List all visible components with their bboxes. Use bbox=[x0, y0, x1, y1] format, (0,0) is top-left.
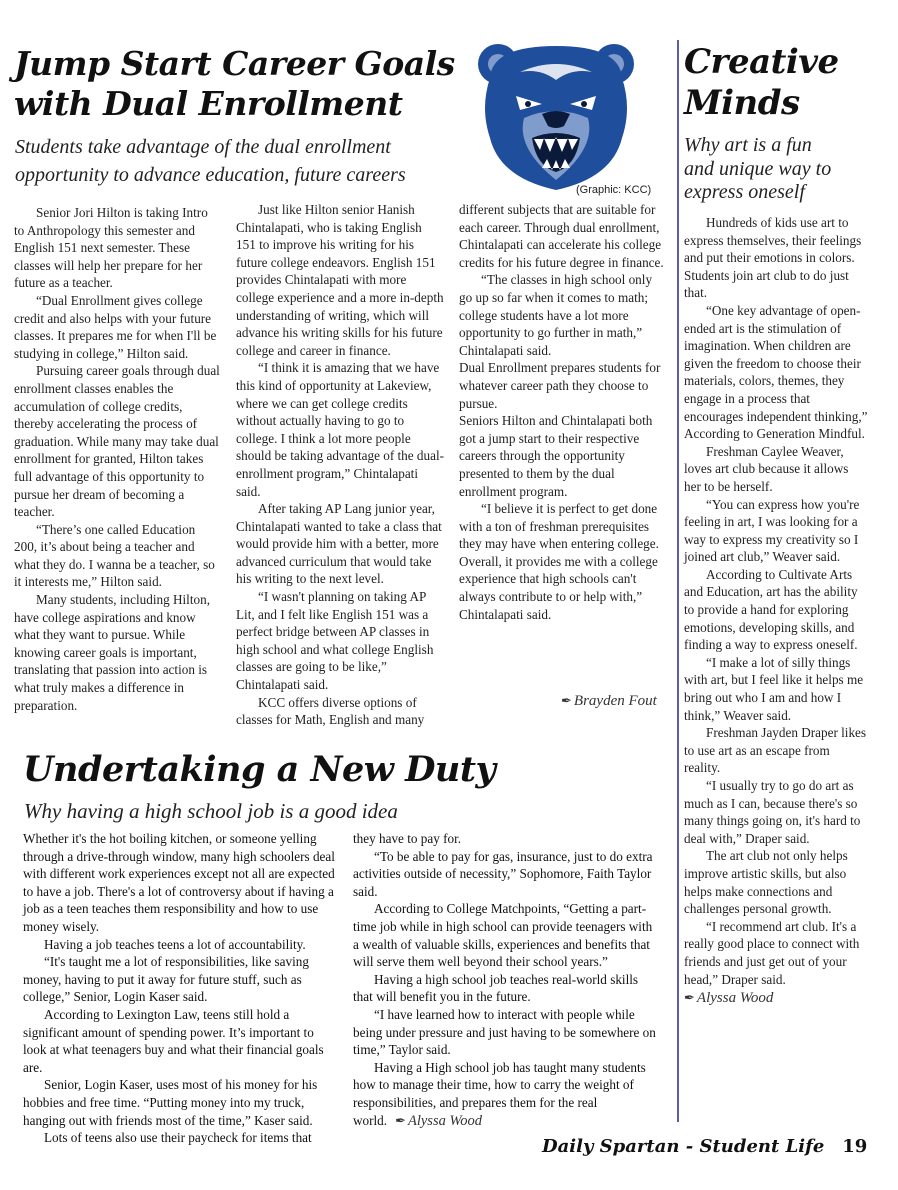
paragraph: After taking AP Lang junior year, Chintalapati wanted to take a class that would provide him with a better, more advanced curriculum that would take his writing to the next level. bbox=[236, 501, 442, 587]
byline-name: Alyssa Wood bbox=[696, 990, 774, 1007]
paragraph: KCC offers diverse options of classes for Math, English and many bbox=[236, 694, 425, 728]
page-number: 19 bbox=[842, 1136, 868, 1157]
paragraph: they have to pay for. bbox=[353, 831, 462, 846]
paragraph: “I think it is amazing that we have this kind of opportunity at Lakeview, where we can get college credits without actually having to go to college. I think a lot more people should be taking advantage of the dual-enrollment program,” Chintalapati said. bbox=[236, 360, 444, 499]
article3-column bbox=[684, 214, 868, 1008]
paragraph: According to Lexington Law, teens still hold a significant amount of spending power. It’s important to look at what teenagers buy and what their financial goals are. bbox=[23, 1006, 324, 1075]
article2-deck: Why having a high school job is a good idea bbox=[24, 799, 398, 823]
article1-deck-line1: Students take advantage of the dual enrollment bbox=[15, 136, 391, 158]
paragraph: Lots of teens also use their paycheck for items that bbox=[44, 1130, 312, 1146]
paragraph: “I believe it is perfect to get done with a ton of freshman prerequisites they may have when entering college. Overall, it provides me with a college experience that high schools can't always contribute to or help with,” Chintalapati said. bbox=[459, 501, 659, 622]
paragraph-text: Having a High school job has taught many students how to manage their time, how to carry the weight of responsibilities, and prepares them for the real world. bbox=[353, 1059, 646, 1128]
pen-nib-icon: ✒ bbox=[395, 1112, 406, 1128]
article1-headline-line1: Jump Start Career Goals bbox=[14, 44, 455, 83]
page-footer bbox=[542, 1136, 867, 1157]
paragraph: “The classes in high school only go up so far when it comes to math; college students have a lot more opportunity to go further in math,” Chintalapati said. bbox=[459, 272, 653, 358]
article1-headline bbox=[14, 44, 464, 124]
paragraph: “One key advantage of open-ended art is the stimulation of imagination. When children are given the freedom to choose their materials, colors, themes, they engage in a process that encourages independent thinking,” According to Generation Mindful. bbox=[684, 302, 868, 442]
byline-name: Alyssa Wood bbox=[407, 1112, 482, 1129]
article3-byline bbox=[684, 989, 868, 1008]
article3-deck-line1: Why art is a fun bbox=[684, 134, 812, 156]
paragraph: Senior Jori Hilton is taking Intro to Anthropology this semester and English 151 next semester. These classes will help her prepare for her future as a teacher. bbox=[14, 205, 208, 291]
pen-nib-icon: ✒ bbox=[684, 990, 695, 1006]
paragraph: Just like Hilton senior Hanish Chintalapati, who is taking English 151 to improve his writing for his future college endeavors. English 151 provides Chintalapati with more college experience and a more in-depth understanding of writing, which will advance his writing skills for his future college and career in finance. bbox=[236, 202, 444, 358]
article2-column-1 bbox=[23, 830, 335, 1147]
article1-column-3 bbox=[459, 201, 667, 623]
article3-deck-line2: and unique way to bbox=[684, 157, 832, 180]
paragraph: Having a high school job teaches real-world skills that will benefit you in the future. bbox=[353, 971, 639, 1005]
paragraph bbox=[353, 1059, 660, 1130]
article3-deck-line3: express oneself bbox=[684, 181, 805, 203]
paragraph: Whether it's the hot boiling kitchen, or someone yelling through a drive-through window, many high schoolers deal with different work experiences except not all are expected to have a job. There's a lot of controversy about if having a job as a teen teaches them responsibility and how to use money wisely. bbox=[23, 831, 335, 934]
paragraph: Many students, including Hilton, have college aspirations and know what they want to pursue. While knowing career goals is important, translating that passion into action is what truly makes a difference in preparation. bbox=[14, 592, 210, 713]
paragraph: “To be able to pay for gas, insurance, just to do extra activities outside of necessity,” Sophomore, Faith Taylor said. bbox=[353, 848, 653, 899]
article3-headline-line1: Creative bbox=[684, 42, 839, 82]
bear-logo-graphic bbox=[472, 38, 640, 198]
article2-byline bbox=[395, 1113, 482, 1129]
article1-column-1 bbox=[14, 204, 220, 714]
paragraph: According to College Matchpoints, “Getting a part-time job while in high school can provide teenagers with a wealth of valuable skills, experiences and benefits that will serve them well beyond their school years.” bbox=[353, 901, 653, 970]
paragraph: Dual Enrollment prepares students for whatever career path they choose to pursue. bbox=[459, 360, 661, 411]
article3-headline bbox=[684, 42, 884, 124]
paragraph: “I usually try to go do art as much as I can, because there's so many things going on, it's hard to deal with,” Draper said. bbox=[684, 778, 861, 846]
paragraph: Hundreds of kids use art to express themselves, their feelings and put their emotions in colors. Students join art club to do just that. bbox=[684, 215, 862, 301]
paragraph: Seniors Hilton and Chintalapati both got a jump start to their respective careers through the opportunity presented to them by the dual enrollment program. bbox=[459, 413, 653, 499]
paragraph: Freshman Caylee Weaver, loves art club because it allows her to be herself. bbox=[684, 443, 849, 494]
paragraph: “Dual Enrollment gives college credit and also helps with your future classes. It prepares me for when I'll be studying in college,” Hilton said. bbox=[14, 292, 217, 361]
paragraph: “I have learned how to interact with people while being under pressure and just having to be somewhere on time,” Taylor said. bbox=[353, 1006, 656, 1058]
paragraph: Freshman Jayden Draper likes to use art as an escape from reality. bbox=[684, 725, 867, 776]
paragraph: Having a job teaches teens a lot of accountability. bbox=[44, 936, 306, 952]
article2-headline: Undertaking a New Duty bbox=[23, 749, 496, 790]
paragraph: According to Cultivate Arts and Education, art has the ability to provide a hand for exploring emotions, developing skills, and finding a way to express oneself. bbox=[684, 566, 858, 653]
article1-column-2 bbox=[236, 201, 444, 759]
paragraph: “There’s one called Education 200, it’s about being a teacher and what they do. I wanna be a teacher, so it interests me,” Hilton said. bbox=[14, 521, 215, 590]
paragraph: “I wasn't planning on taking AP Lit, and I felt like English 151 was a perfect bridge between AP classes in high school and what college English classes are going to be like,” Chintalapati said. bbox=[236, 589, 434, 693]
paragraph: different subjects that are suitable for each career. Through dual enrollment, Chintalapati can accelerate his college credits for his future degree in finance. bbox=[459, 202, 664, 270]
paragraph: The art club not only helps improve artistic skills, but also helps make connections and challenges personal growth. bbox=[684, 848, 848, 917]
article3-headline-line2: Minds bbox=[684, 83, 800, 123]
article1-headline-line2: with Dual Enrollment bbox=[14, 84, 403, 123]
byline-name: Brayden Fout bbox=[573, 693, 657, 709]
paragraph: Pursuing career goals through dual enrollment classes enables the accumulation of college credits, thereby accelerating the process of graduation. While many may take dual enrollment for granted, Hilton takes full advantage of this opportunity to pursue her dream of becoming a teacher. bbox=[14, 363, 220, 520]
pen-nib-icon: ✒ bbox=[561, 693, 572, 708]
article3-deck bbox=[684, 134, 884, 205]
bear-mascot-logo bbox=[472, 38, 640, 198]
paragraph: Senior, Login Kaser, uses most of his money for his hobbies and free time. “Putting money into my truck, hanging out with friends most of the time,” Kaser said. bbox=[23, 1077, 318, 1128]
article1-deck-line2: opportunity to advance education, future careers bbox=[15, 164, 406, 186]
paragraph: “It's taught me a lot of responsibilities, like saving money, having to put it away for future stuff, such as college,” Senior, Login Kaser said. bbox=[23, 954, 309, 1005]
column-divider bbox=[677, 40, 679, 1122]
article1-byline bbox=[561, 693, 657, 710]
article2-column-2 bbox=[353, 830, 660, 1130]
paragraph: “I recommend art club. It's a really good place to connect with friends and just get out of your head,” Draper said. bbox=[684, 918, 860, 987]
paragraph: “You can express how you're feeling in art, I was looking for a way to express my creativity so I joined art club,” Weaver said. bbox=[684, 496, 860, 565]
paragraph: “I make a lot of silly things with art, but I feel like it helps me bring out who I am and how I think,” Weaver said. bbox=[684, 654, 864, 723]
logo-caption: (Graphic: KCC) bbox=[576, 184, 652, 196]
article1-deck bbox=[15, 133, 465, 189]
footer-section: Daily Spartan - Student Life bbox=[542, 1136, 825, 1157]
